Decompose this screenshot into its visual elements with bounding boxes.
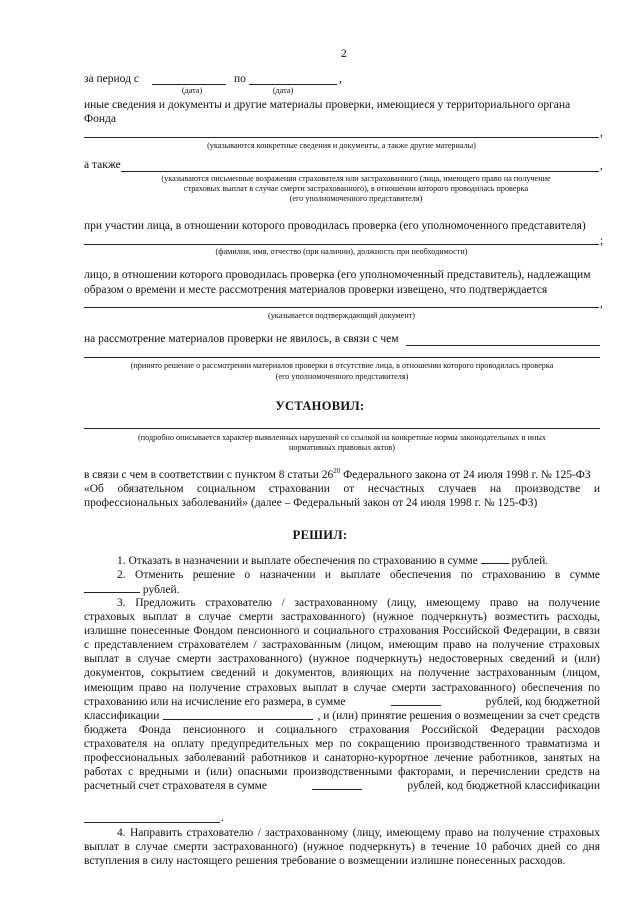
item-2-line2: рублей. — [142, 584, 180, 597]
notified-line1: лицо, в отношении которого проводилась проверка (его уполномоченный представитель), надлежащим — [84, 269, 591, 281]
item-3-kbk-field[interactable] — [163, 709, 313, 720]
notified-field[interactable] — [84, 307, 599, 308]
item-3-line: 3. Предложить страхователю / застрахованному (лицу, имеющему право на получение — [117, 597, 600, 609]
item-4 — [84, 826, 600, 868]
item-3-line-kbk — [84, 709, 600, 723]
law-reference — [84, 468, 600, 510]
other-info-caption: (указываются конкретные сведения и документы, а также другие материалы) — [207, 141, 476, 150]
law-ref-line1-a: в связи с чем в соответствии с пунктом 8 статьи 26 — [84, 469, 334, 481]
item-4-line: 4. Направить страхователю / застрахованному (лицу, имеющему право на получение страховых — [117, 827, 600, 839]
other-info-line2: Фонда — [84, 113, 116, 125]
item-1-text: 1. Отказать в назначении и выплате обеспечения по страхованию в сумме — [117, 555, 478, 567]
date-from-field[interactable] — [152, 84, 226, 85]
notified-line2: образом о времени и месте рассмотрения материалов проверки извещено, что подтверждается — [84, 284, 548, 296]
item-3 — [84, 596, 600, 793]
also-field[interactable] — [121, 171, 599, 172]
decided-heading: РЕШИЛ: — [292, 528, 348, 542]
item-3-amount-field[interactable] — [391, 695, 441, 706]
absent-text: на рассмотрение материалов проверки не явилось, в связи с чем — [84, 333, 399, 345]
also-line-end: , — [600, 160, 603, 172]
also-label: а также — [84, 159, 121, 171]
law-ref-sup: 20 — [333, 467, 341, 476]
other-info-field[interactable] — [84, 137, 599, 138]
period-middle: по — [234, 73, 246, 85]
established-caption-2: нормативных правовых актов) — [288, 443, 396, 452]
also-caption-3: (его уполномоченного представителя) — [289, 194, 423, 203]
item-3-line: с представлением страхователем / застрахованным (лицом, имеющим право на получение страховых — [84, 639, 600, 652]
item-2-line1: 2. Отменить решение о назначении и выплате обеспечения по страхованию в сумме — [117, 569, 600, 581]
participation-caption: (фамилия, имя, отчество (при наличии), должность при необходимости) — [215, 247, 468, 256]
participation-field[interactable] — [84, 244, 599, 245]
established-field[interactable] — [84, 428, 600, 429]
established-caption-1: (подробно описывается характер выявленных нарушений со ссылкой на конкретные нормы законодательных и иных — [138, 433, 546, 442]
item-1-amount-field[interactable] — [481, 553, 509, 564]
absent-field[interactable] — [406, 345, 600, 346]
notified-caption: (указывается подтверждающий документ) — [267, 311, 416, 320]
absent-caption-1: (принято решение о рассмотрении материалов проверки в отсутствие лица, в отношении которого проводилась проверка — [130, 361, 554, 370]
absent-field-2[interactable] — [84, 357, 600, 358]
item-3-line: бюджета Фонда пенсионного и социального страхования Российской Федерации расходов — [84, 723, 600, 736]
item-1-text-end: рублей. — [511, 555, 549, 567]
established-heading: УСТАНОВИЛ: — [275, 399, 365, 413]
item-3-line: документов, сокрытием сведений и документов, влияющих на получение застрахованным (лицом, — [84, 667, 600, 680]
item-3-amount-text-end: рублей, код бюджетной — [485, 695, 600, 708]
item-3-line: излишне понесенные Фондом пенсионного и социального страхования Российской Федерации, в связи — [84, 625, 600, 638]
item-3-kbk-field-2[interactable] — [84, 822, 220, 823]
absent-caption-2: (его уполномоченного представителя) — [275, 372, 409, 381]
date-caption-from: (дата) — [181, 86, 203, 95]
other-info-line1: иные сведения и документы и другие материалы проверки, имеющиеся у территориального органа — [84, 99, 571, 111]
item-3-line: страховых выплат в случае смерти застрахованного) (нужное подчеркнуть) возместить расходы, — [84, 611, 600, 624]
item-3-line: профессиональных заболеваний работников и санаторно-курортное лечение работников, занятых на — [84, 752, 600, 765]
law-ref-line2: «Об обязательном социальном страховании от несчастных случаев на производстве и — [84, 483, 600, 496]
item-3-end: . — [221, 812, 224, 824]
item-3-account-text: расчетный счет страхователя в сумме — [84, 780, 268, 793]
participation-text: при участии лица, в отношении которого проводилась проверка (его уполномоченного представителя) — [84, 220, 586, 232]
participation-line-end: ; — [600, 235, 604, 247]
item-4-line: вступления в силу настоящего решения требование о возмещении излишне понесенных расходов. — [84, 855, 566, 868]
period-prefix: за период с — [84, 73, 139, 85]
item-3-account-text-end: рублей, код бюджетной классификации — [407, 780, 600, 793]
item-3-kbk-label: классификации — [84, 709, 160, 722]
law-ref-line1-b: Федерального закона от 24 июля 1998 г. № 125-ФЗ — [340, 469, 591, 481]
item-3-line: работах с вредными и (или) опасными производственными факторами, и перечислении средств на — [84, 766, 600, 779]
item-3-line: страхователя на оплату предупредительных мер по сокращению производственного травматизма и — [84, 737, 600, 750]
item-1 — [117, 553, 548, 568]
item-4-line: выплат в случае смерти застрахованного) (нужное подчеркнуть) в течение 10 рабочих дней со дня — [84, 841, 600, 854]
item-3-account-amount-field[interactable] — [312, 779, 362, 790]
item-2-amount-field[interactable] — [84, 582, 140, 593]
law-ref-line3: профессиональных заболеваний» (далее – Федеральный закон от 24 июля 1998 г. № 125-ФЗ) — [84, 497, 538, 510]
item-3-kbk-text: , и (или) принятие решения о возмещении за счет средств — [317, 709, 600, 722]
notified-line-end: , — [600, 298, 603, 310]
also-caption-1: (указываются письменные возражения страхователя или застрахованного (лица, имеющего право на получение — [161, 174, 551, 183]
date-to-field[interactable] — [249, 84, 337, 85]
item-3-line-account — [84, 779, 600, 793]
also-caption-2: страховых выплат в случае смерти застрахованного), в отношении которого проводилась проверка — [183, 184, 529, 193]
date-caption-to: (дата) — [272, 86, 294, 95]
item-3-amount-text: страхованию или на исчисление его размера, в сумме — [84, 695, 346, 708]
page-number: 2 — [341, 48, 347, 60]
other-info-line-end: , — [600, 127, 603, 139]
item-3-line-amount — [84, 695, 600, 709]
item-3-line: имеющим право на получение страховых выплат в случае смерти застрахованного) обеспечения по — [84, 681, 600, 694]
item-3-line: выплат в случае смерти застрахованного) (нужное подчеркнуть) недостоверных сведений и (или) — [84, 653, 600, 666]
item-2 — [84, 568, 600, 597]
period-suffix: , — [339, 73, 342, 85]
